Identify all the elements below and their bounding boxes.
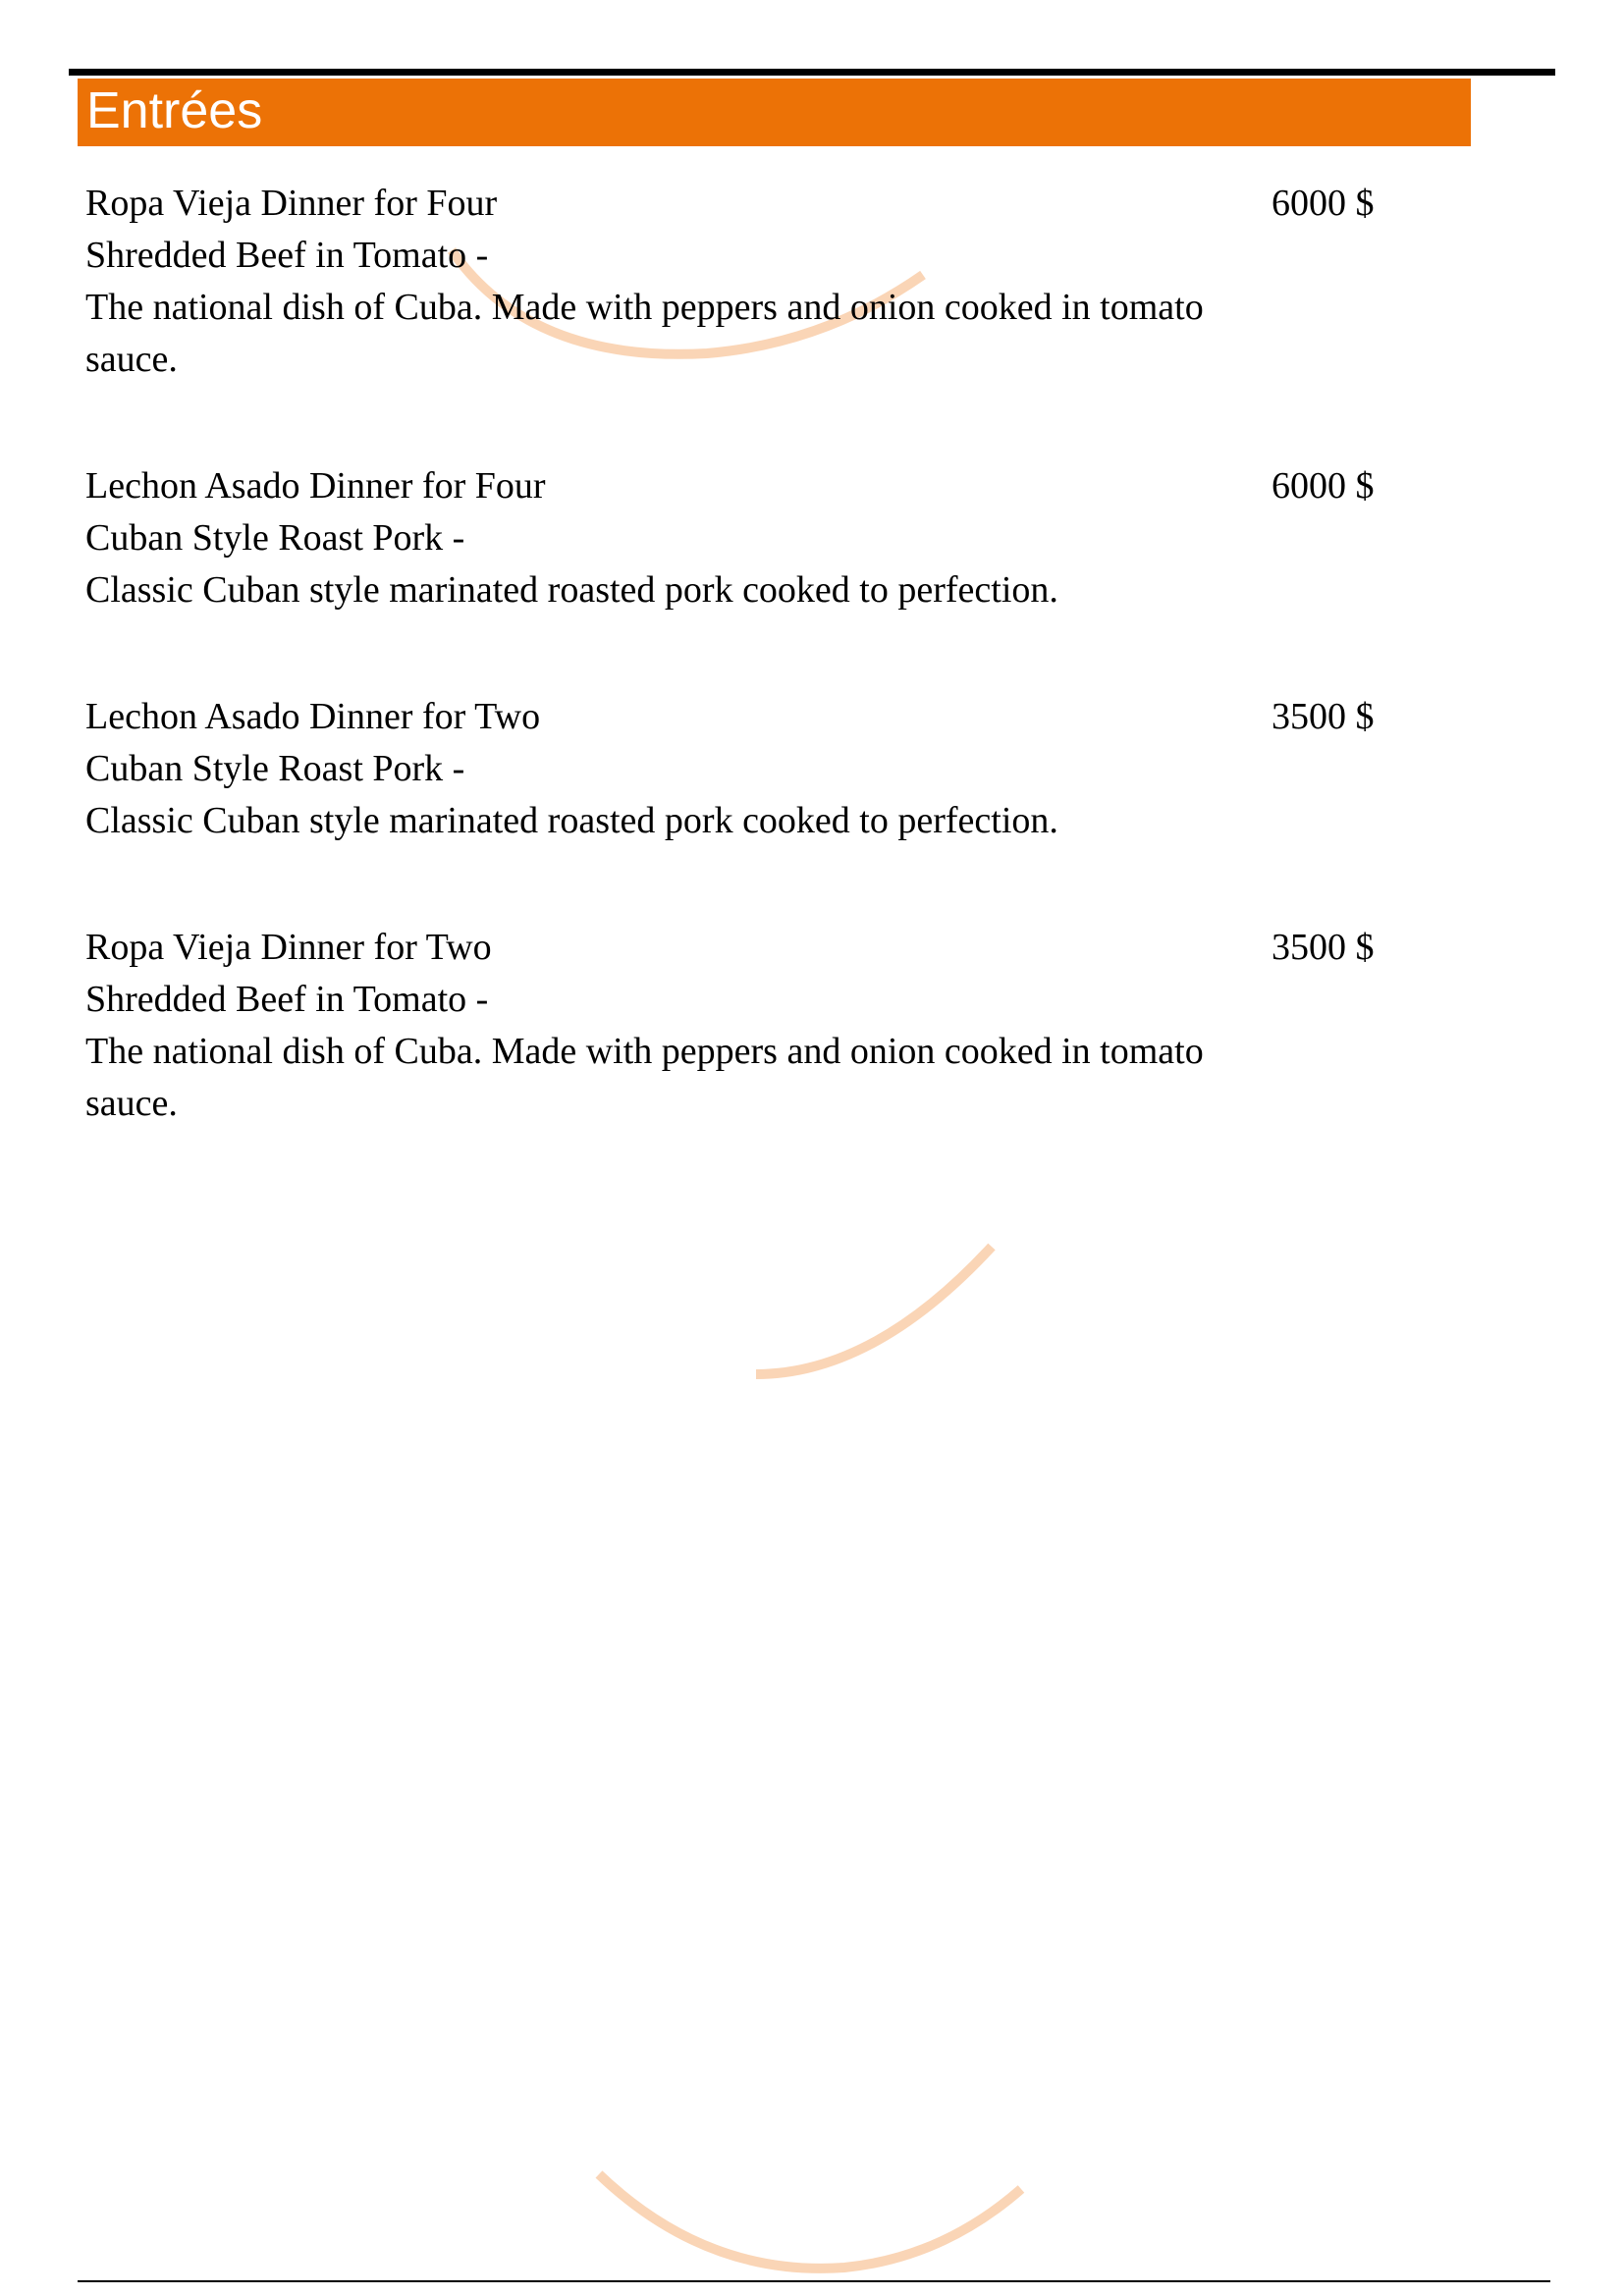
item-price: 6000 $ bbox=[1272, 465, 1375, 507]
item-subtitle: Cuban Style Roast Pork - bbox=[85, 748, 465, 789]
item-price: 3500 $ bbox=[1272, 696, 1375, 737]
item-subtitle: Cuban Style Roast Pork - bbox=[85, 517, 465, 559]
item-text bbox=[85, 691, 1224, 847]
item-name: Lechon Asado Dinner for Four bbox=[85, 465, 546, 507]
item-text bbox=[85, 922, 1224, 1130]
bottom-rule bbox=[78, 2280, 1550, 2282]
menu-item bbox=[85, 460, 1401, 616]
item-description: The national dish of Cuba. Made with peppers and onion cooked in tomato sauce. bbox=[85, 1031, 1204, 1124]
item-name: Lechon Asado Dinner for Two bbox=[85, 696, 541, 737]
item-text bbox=[85, 460, 1224, 616]
item-name: Ropa Vieja Dinner for Two bbox=[85, 927, 492, 968]
item-name: Ropa Vieja Dinner for Four bbox=[85, 183, 498, 224]
item-price: 3500 $ bbox=[1272, 927, 1375, 968]
item-subtitle: Shredded Beef in Tomato - bbox=[85, 235, 489, 276]
menu-item bbox=[85, 178, 1401, 386]
item-description: Classic Cuban style marinated roasted pork cooked to perfection. bbox=[85, 800, 1058, 841]
menu-item bbox=[85, 691, 1401, 847]
item-subtitle: Shredded Beef in Tomato - bbox=[85, 979, 489, 1020]
item-text bbox=[85, 178, 1224, 386]
watermark-logo-bottom bbox=[412, 1953, 1237, 2287]
menu-item bbox=[85, 922, 1401, 1130]
top-rule bbox=[69, 69, 1555, 76]
item-description: The national dish of Cuba. Made with peppers and onion cooked in tomato sauce. bbox=[85, 287, 1204, 380]
section-header bbox=[78, 79, 1471, 146]
item-price: 6000 $ bbox=[1272, 183, 1375, 224]
section-title: Entrées bbox=[86, 82, 263, 139]
item-description: Classic Cuban style marinated roasted pork cooked to perfection. bbox=[85, 569, 1058, 611]
